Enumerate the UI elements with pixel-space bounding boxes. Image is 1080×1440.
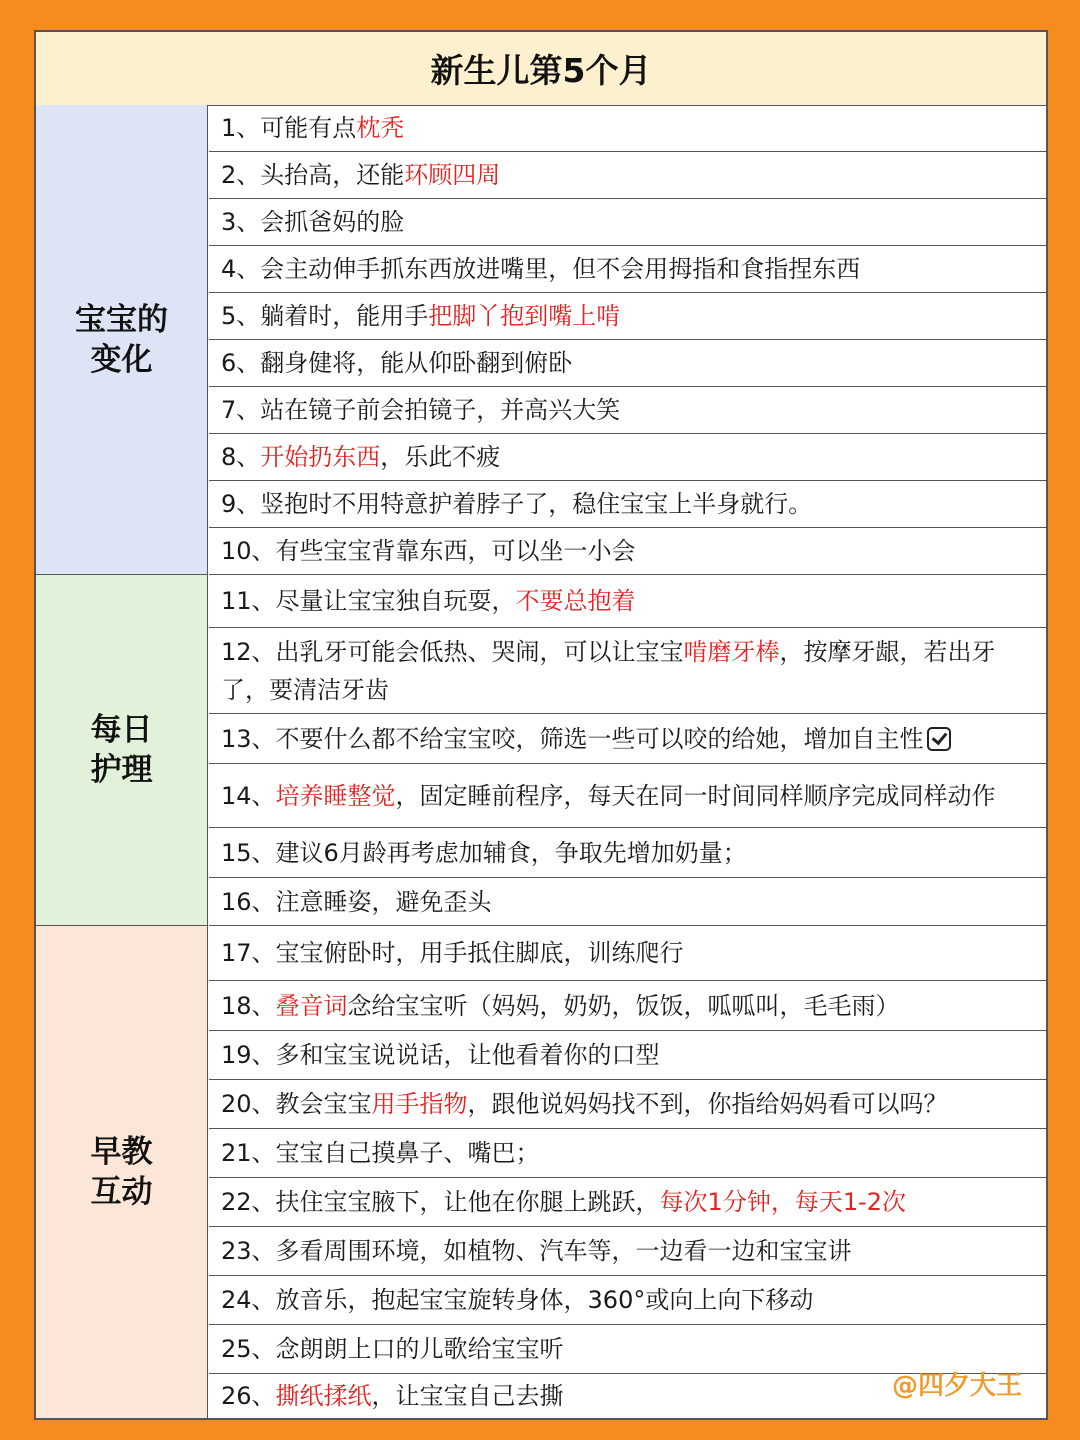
list-item: 7、站在镜子前会拍镜子，并高兴大笑 [209, 387, 1046, 434]
category-label: 每日 [90, 712, 153, 748]
list-item: 9、竖抱时不用特意护着脖子了，稳住宝宝上半身就行。 [209, 481, 1046, 528]
list-item: 20、教会宝宝用手指物，跟他说妈妈找不到，你指给妈妈看可以吗？ [209, 1080, 1046, 1129]
category-label: 早教 [90, 1134, 153, 1170]
list-item: 10、有些宝宝背靠东西，可以坐一小会 [209, 528, 1046, 575]
list-item: 23、多看周围环境，如植物、汽车等，一边看一边和宝宝讲 [209, 1227, 1046, 1276]
category-label: 宝宝的 [75, 301, 168, 338]
category-early-education [36, 926, 208, 1418]
list-item: 3、会抓爸妈的脸 [209, 199, 1046, 246]
list-item: 13、不要什么都不给宝宝咬，筛选一些可以咬的给她，增加自主性 [209, 714, 1046, 764]
list-item: 26、撕纸揉纸，让宝宝自己去撕 [221, 1382, 564, 1410]
list-item: 18、叠音词念给宝宝听（妈妈，奶奶，饭饭，呱呱叫，毛毛雨） [209, 981, 1046, 1031]
page-title: 新生儿第5个月 [36, 32, 1046, 106]
category-changes [36, 105, 208, 575]
category-label: 变化 [90, 341, 153, 378]
list-item: 6、翻身健将，能从仰卧翻到俯卧 [209, 340, 1046, 387]
list-item: 5、躺着时，能用手把脚丫抱到嘴上啃 [209, 293, 1046, 340]
list-item: 17、宝宝俯卧时，用手抵住脚底，训练爬行 [209, 926, 1046, 981]
list-item: 21、宝宝自己摸鼻子、嘴巴； [209, 1129, 1046, 1178]
list-item: 22、扶住宝宝腋下，让他在你腿上跳跃，每次1分钟，每天1-2次 [209, 1178, 1046, 1227]
list-item: 24、放音乐，抱起宝宝旋转身体，360°或向上向下移动 [209, 1276, 1046, 1325]
list-item: 25、念朗朗上口的儿歌给宝宝听 [209, 1325, 1046, 1374]
list-item: 15、建议6月龄再考虑加辅食，争取先增加奶量； [209, 828, 1046, 878]
list-item: 14、培养睡整觉，固定睡前程序，每天在同一时间同样顺序完成同样动作 [209, 764, 1046, 828]
category-care [36, 575, 208, 926]
list-item: 11、尽量让宝宝独自玩耍，不要总抱着 [209, 575, 1046, 628]
list-item: 1、可能有点枕秃 [209, 105, 1046, 152]
watermark: @四夕大王 [891, 1371, 1022, 1401]
list-item: 2、头抬高，还能环顾四周 [209, 152, 1046, 199]
list-item: 8、开始扔东西，乐此不疲 [209, 434, 1046, 481]
table [34, 30, 1048, 1420]
list-item: 16、注意睡姿，避免歪头 [209, 878, 1046, 926]
list-item: 19、多和宝宝说说话，让他看着你的口型 [209, 1031, 1046, 1080]
list-item: 12、出乳牙可能会低热、哭闹，可以让宝宝啃磨牙棒，按摩牙龈，若出牙了，要清洁牙齿 [209, 628, 1046, 714]
category-label: 互动 [90, 1174, 153, 1210]
list-item: 4、会主动伸手抓东西放进嘴里，但不会用拇指和食指捏东西 [209, 246, 1046, 293]
checkbox-icon [927, 727, 951, 751]
category-label: 护理 [90, 752, 153, 788]
